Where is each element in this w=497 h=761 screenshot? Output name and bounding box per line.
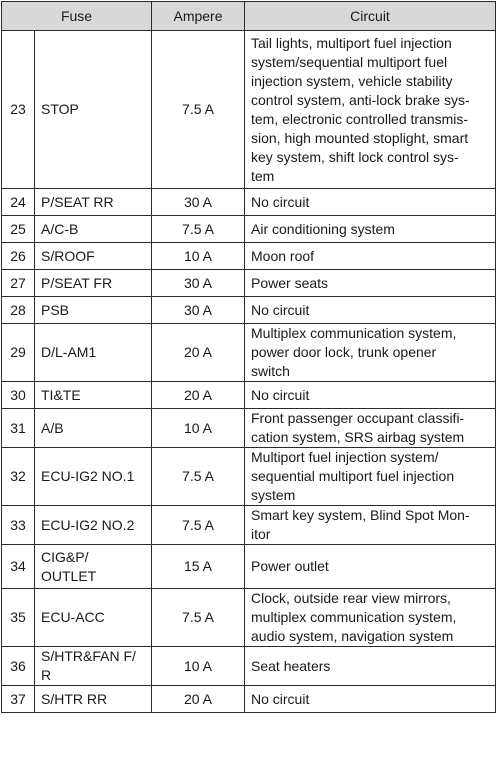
circuit-line: Tail lights, multiport fuel injection (251, 34, 452, 51)
fuse-number: 34 (2, 545, 35, 589)
fuse-circuit (245, 297, 496, 324)
circuit-line: cation system, SRS airbag system (251, 429, 465, 445)
fuse-number: 31 (2, 409, 35, 448)
header-fuse: Fuse (2, 2, 152, 31)
fuse-circuit (245, 506, 496, 545)
fuse-name: STOP (35, 31, 152, 189)
circuit-line: sion, high mounted stoplight, smart (251, 129, 469, 146)
table-row (2, 589, 496, 647)
fuse-name: ECU-ACC (35, 589, 152, 647)
fuse-number: 23 (2, 31, 35, 189)
table-row (2, 243, 496, 270)
fuse-name: PSB (35, 297, 152, 324)
fuse-name-line: S/HTR&FAN F/ (41, 648, 136, 664)
fuse-ampere: 10 A (152, 243, 245, 270)
circuit-line: itor (251, 526, 271, 542)
circuit-line: No circuit (251, 690, 310, 707)
table-row (2, 545, 496, 589)
circuit-line: tem, electronic controlled transmis- (251, 110, 469, 127)
fuse-ampere: 7.5 A (152, 216, 245, 243)
fuse-name: ECU-IG2 NO.2 (35, 506, 152, 545)
circuit-line: Clock, outside rear view mirrors, (251, 590, 451, 606)
fuse-ampere: 15 A (152, 545, 245, 589)
fuse-circuit (245, 243, 496, 270)
fuse-circuit (245, 589, 496, 647)
circuit-line: multiplex communication system, (251, 609, 457, 625)
fuse-table (1, 1, 496, 713)
circuit-line: injection system, vehicle stability (251, 72, 453, 89)
fuse-number: 28 (2, 297, 35, 324)
fuse-circuit (245, 647, 496, 686)
fuse-ampere: 10 A (152, 409, 245, 448)
fuse-ampere: 20 A (152, 686, 245, 713)
circuit-line: system/sequential multiport fuel (251, 53, 448, 70)
fuse-name (35, 647, 152, 686)
circuit-line: No circuit (251, 386, 310, 403)
table-row (2, 31, 496, 189)
fuse-circuit (245, 382, 496, 409)
fuse-number: 37 (2, 686, 35, 713)
fuse-name: P/SEAT RR (35, 189, 152, 216)
fuse-name: TI&TE (35, 382, 152, 409)
fuse-ampere: 30 A (152, 270, 245, 297)
fuse-circuit (245, 686, 496, 713)
fuse-number: 24 (2, 189, 35, 216)
table-row (2, 506, 496, 545)
fuse-ampere: 20 A (152, 324, 245, 382)
circuit-line: tem (251, 167, 275, 184)
fuse-name-line: CIG&P/ (41, 548, 89, 565)
fuse-circuit (245, 216, 496, 243)
circuit-line: Power outlet (251, 558, 329, 574)
fuse-ampere: 20 A (152, 382, 245, 409)
fuse-ampere: 7.5 A (152, 448, 245, 506)
fuse-ampere: 7.5 A (152, 31, 245, 189)
fuse-circuit (245, 189, 496, 216)
fuse-circuit (245, 409, 496, 448)
circuit-line: Multiplex communication system, (251, 325, 457, 341)
fuse-number: 35 (2, 589, 35, 647)
table-row (2, 189, 496, 216)
fuse-number: 27 (2, 270, 35, 297)
fuse-name-line: R (41, 667, 52, 683)
fuse-number: 26 (2, 243, 35, 270)
circuit-line: Moon roof (251, 247, 315, 264)
fuse-number: 30 (2, 382, 35, 409)
circuit-line: Front passenger occupant classifi- (251, 410, 465, 426)
circuit-line: key system, shift lock control sys- (251, 148, 459, 165)
circuit-line: switch (251, 363, 290, 379)
fuse-name-line: OUTLET (41, 567, 97, 584)
fuse-number: 33 (2, 506, 35, 545)
fuse-circuit (245, 31, 496, 189)
fuse-name (35, 545, 152, 589)
circuit-line: audio system, navigation system (251, 628, 454, 644)
fuse-circuit (245, 270, 496, 297)
fuse-name: S/ROOF (35, 243, 152, 270)
table-row (2, 297, 496, 324)
fuse-name: P/SEAT FR (35, 270, 152, 297)
table-row (2, 270, 496, 297)
circuit-line: Power seats (251, 274, 329, 291)
fuse-name: A/B (35, 409, 152, 448)
circuit-line: power door lock, trunk opener (251, 344, 437, 360)
circuit-line: sequential multiport fuel injection (251, 468, 455, 484)
circuit-line: Air conditioning system (251, 220, 395, 237)
circuit-line: No circuit (251, 301, 310, 318)
circuit-line: Smart key system, Blind Spot Mon- (251, 507, 470, 523)
fuse-name: A/C-B (35, 216, 152, 243)
fuse-name: D/L-AM1 (35, 324, 152, 382)
fuse-number: 32 (2, 448, 35, 506)
table-row (2, 324, 496, 382)
table-row (2, 448, 496, 506)
circuit-line: Multiport fuel injection system/ (251, 449, 439, 465)
table-row (2, 647, 496, 686)
fuse-number: 29 (2, 324, 35, 382)
header-circuit: Circuit (245, 2, 496, 31)
header-row (2, 2, 496, 31)
fuse-ampere: 7.5 A (152, 506, 245, 545)
fuse-ampere: 30 A (152, 189, 245, 216)
header-ampere: Ampere (152, 2, 245, 31)
fuse-number: 25 (2, 216, 35, 243)
circuit-line: No circuit (251, 193, 310, 210)
fuse-name: ECU-IG2 NO.1 (35, 448, 152, 506)
table-row (2, 409, 496, 448)
fuse-circuit (245, 324, 496, 382)
fuse-circuit (245, 545, 496, 589)
fuse-circuit (245, 448, 496, 506)
fuse-ampere: 30 A (152, 297, 245, 324)
table-row (2, 382, 496, 409)
table-body (2, 31, 496, 713)
fuse-number: 36 (2, 647, 35, 686)
table-row (2, 216, 496, 243)
circuit-line: system (251, 487, 296, 503)
table-row (2, 686, 496, 713)
circuit-line: control system, anti-lock brake sys- (251, 91, 470, 108)
circuit-line: Seat heaters (251, 657, 331, 674)
fuse-ampere: 10 A (152, 647, 245, 686)
fuse-ampere: 7.5 A (152, 589, 245, 647)
fuse-name: S/HTR RR (35, 686, 152, 713)
